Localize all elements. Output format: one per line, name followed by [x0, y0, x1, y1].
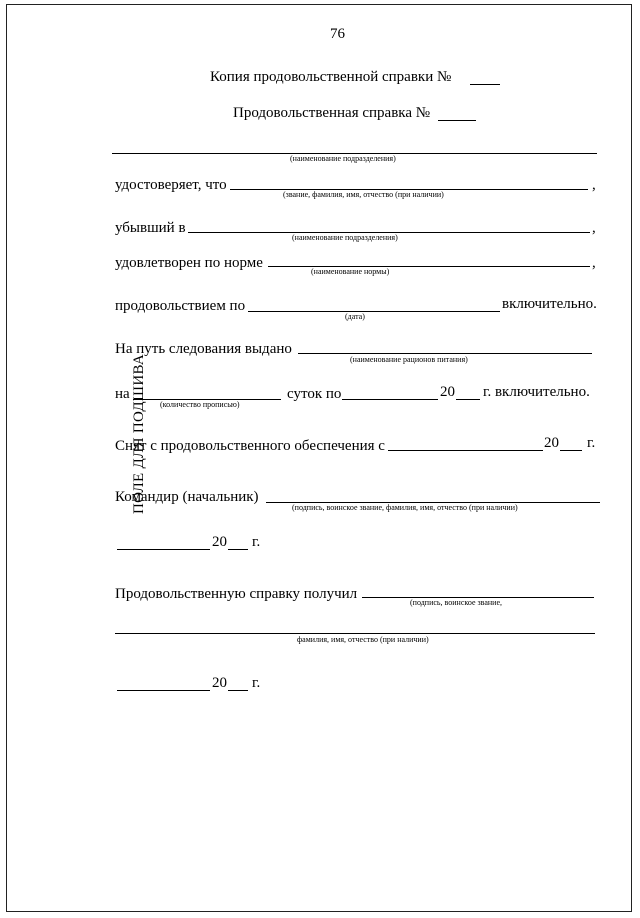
satisfied-comma: , [592, 255, 596, 271]
food-until-label: продовольствием по [115, 298, 246, 314]
received-year-line[interactable] [228, 690, 248, 691]
removed-label: Снят с продовольственного обеспечения с [115, 438, 385, 454]
title-main-number-line [438, 120, 476, 121]
page-border [6, 4, 632, 912]
binding-field-label: ПОЛЕ ДЛЯ ПОДШИВА [131, 354, 147, 514]
satisfied-label: удовлетворен по норме [115, 255, 263, 271]
received-year-prefix: 20 [212, 675, 227, 691]
title-copy: Копия продовольственной справки № [210, 69, 452, 85]
count-caption: (количество прописью) [160, 400, 240, 409]
receiver-name-caption: фамилия, имя, отчество (при наличии) [297, 635, 429, 644]
commander-year-prefix: 20 [212, 534, 227, 550]
receiver-name-line[interactable] [115, 633, 595, 634]
page-number: 76 [330, 26, 345, 42]
title-main: Продовольственная справка № [233, 105, 431, 121]
commander-sig-caption: (подпись, воинское звание, фамилия, имя, отчество (при наличии) [292, 503, 518, 512]
norm-caption: (наименование нормы) [311, 267, 390, 276]
unit2-caption: (наименование подразделения) [292, 233, 398, 242]
commander-year-g: г. [252, 534, 261, 550]
commander-date-line[interactable] [117, 549, 210, 550]
departed-comma: , [592, 220, 596, 236]
title-copy-number-line [470, 84, 500, 85]
na-label: на [115, 386, 130, 402]
unit-caption: (наименование подразделения) [290, 154, 396, 163]
days-year-prefix: 20 [440, 384, 455, 400]
certifies-label: удостоверяет, что [115, 177, 227, 193]
food-until-line[interactable] [248, 311, 500, 312]
rank-name-caption: (звание, фамилия, имя, отчество (при наличии) [283, 190, 444, 199]
received-label: Продовольственную справку получил [115, 586, 358, 602]
certifies-comma: , [592, 177, 596, 193]
removed-year-g: г. [587, 435, 596, 451]
commander-year-line[interactable] [228, 549, 248, 550]
days-date-line[interactable] [342, 399, 438, 400]
on-route-label: На путь следования выдано [115, 341, 292, 357]
received-year-g: г. [252, 675, 261, 691]
removed-date-line[interactable] [388, 450, 543, 451]
receiver-sig-caption: (подпись, воинское звание, [410, 598, 503, 607]
days-until-label: суток по [287, 386, 342, 402]
days-year-line[interactable] [456, 399, 480, 400]
departed-label: убывший в [115, 220, 186, 236]
removed-year-line[interactable] [560, 450, 582, 451]
date-caption: (дата) [345, 312, 365, 321]
removed-year-prefix: 20 [544, 435, 559, 451]
commander-label: Командир (начальник) [115, 489, 259, 505]
on-route-line[interactable] [298, 353, 592, 354]
received-date-line[interactable] [117, 690, 210, 691]
inclusive-label: включительно. [502, 296, 597, 312]
rations-caption: (наименование рационов питания) [350, 355, 468, 364]
year-inclusive-label: г. включительно. [483, 384, 590, 400]
